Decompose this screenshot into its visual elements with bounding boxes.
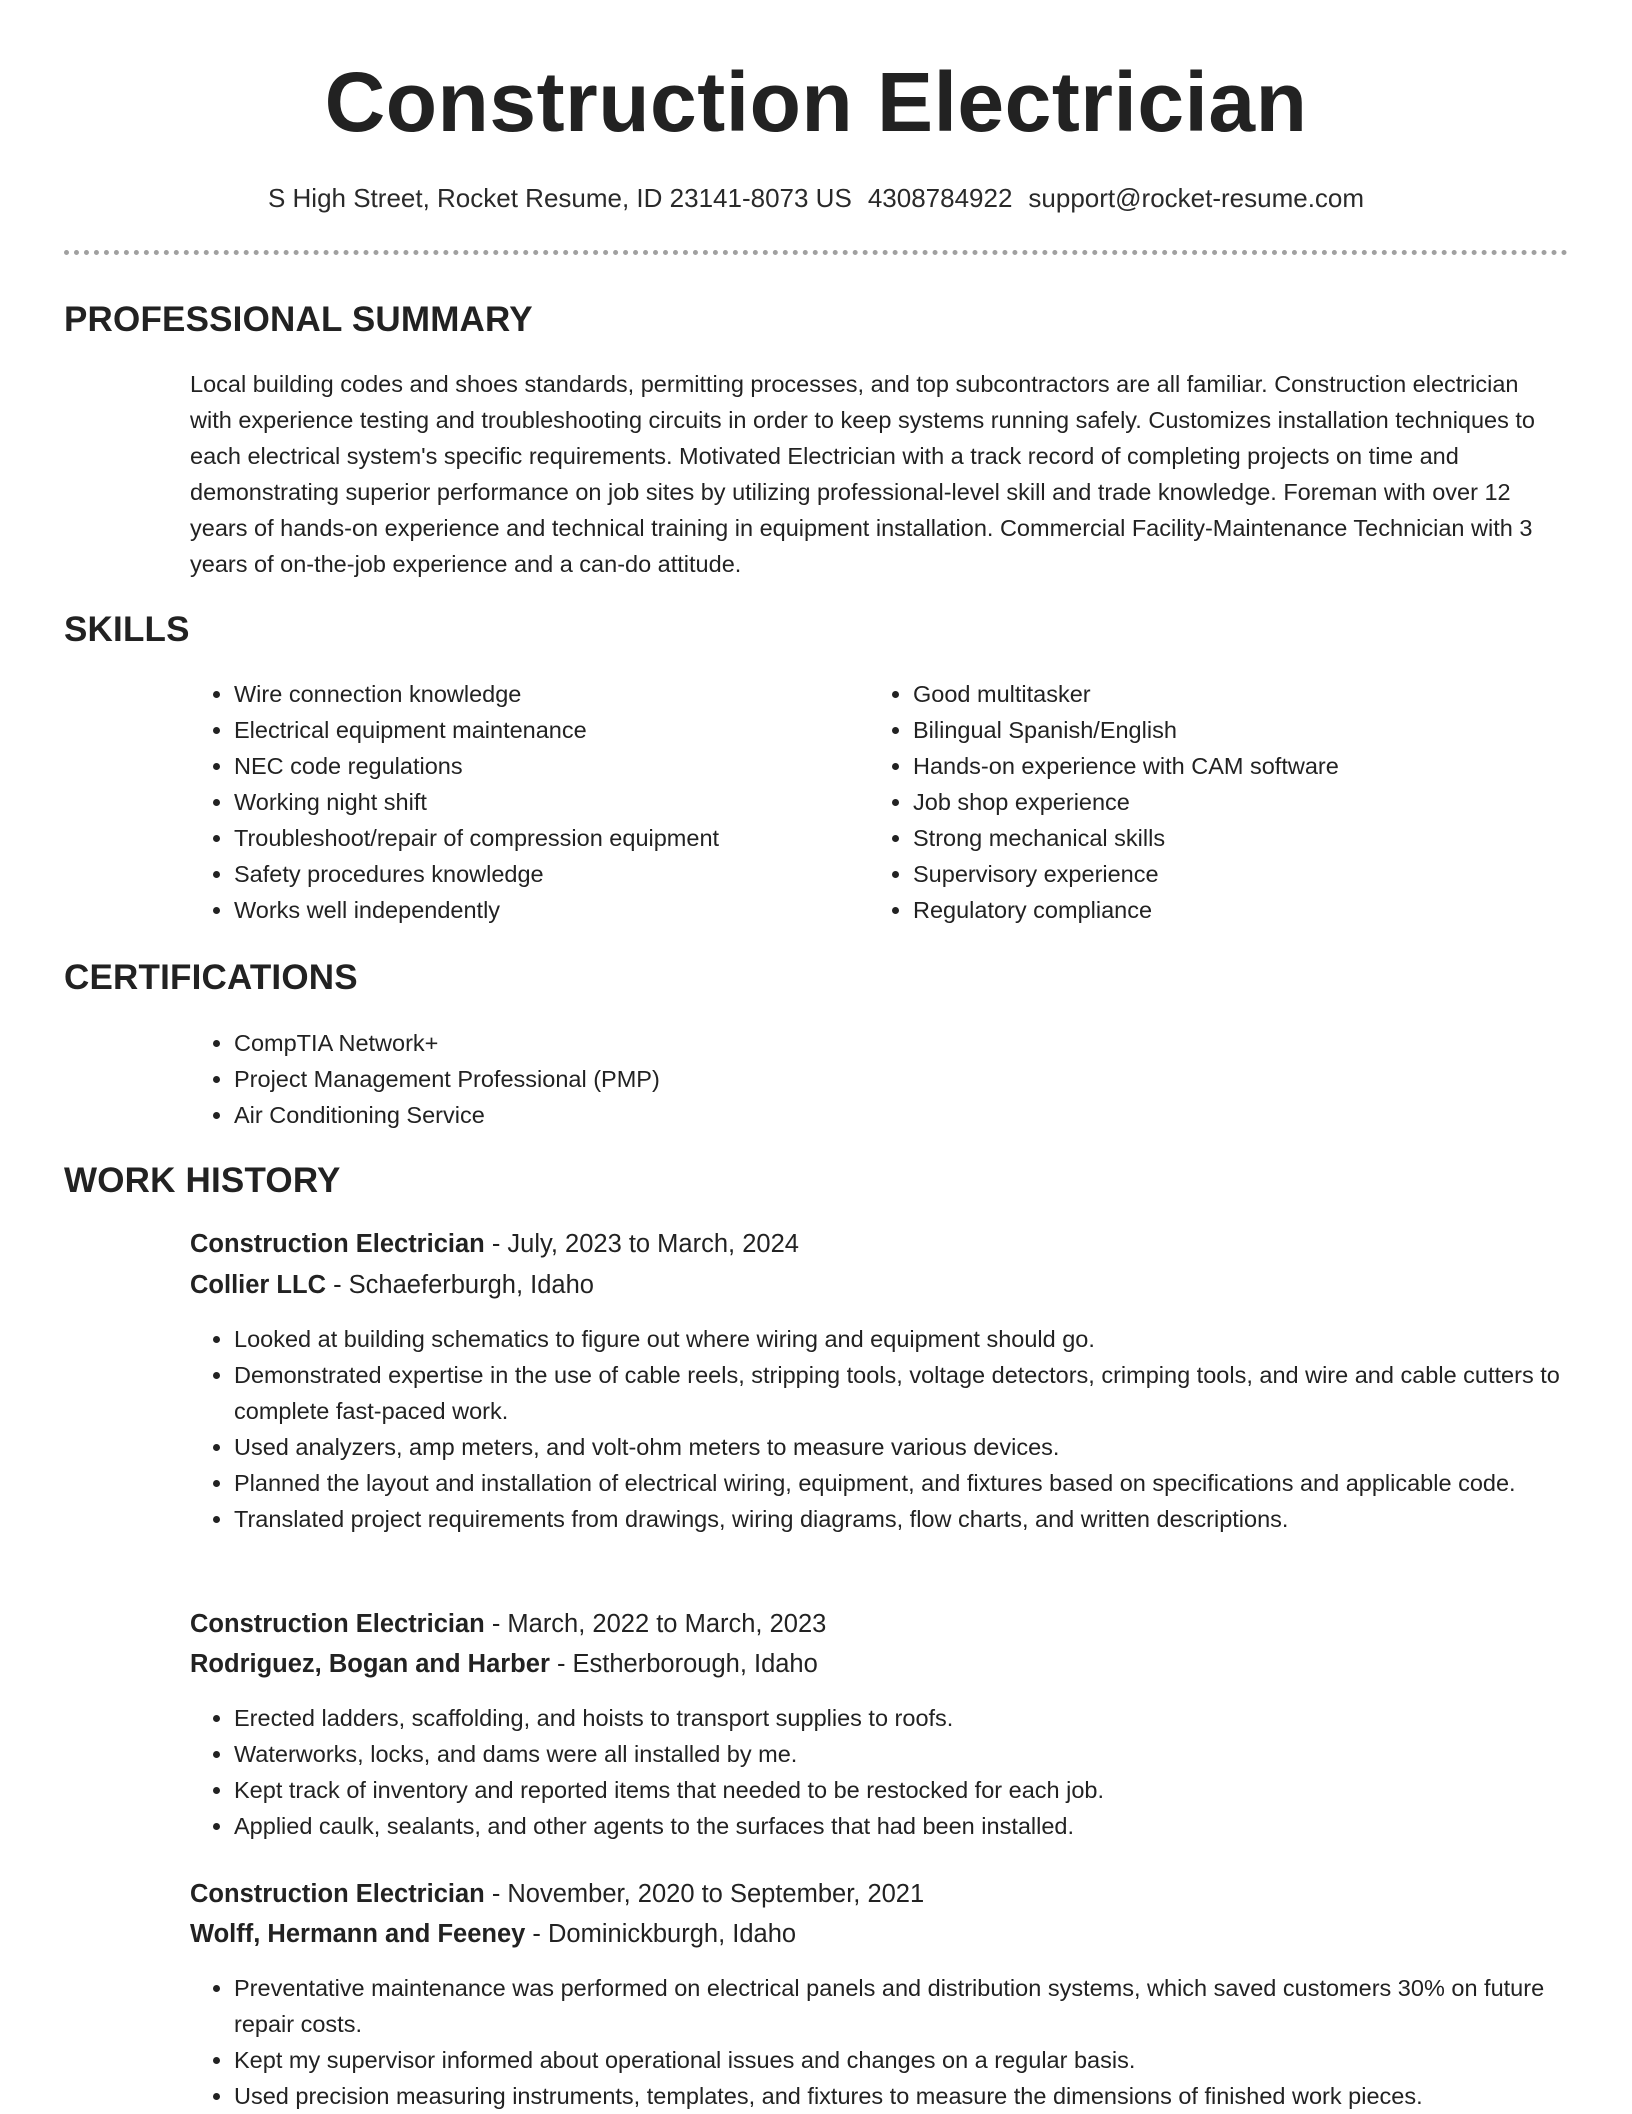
list-item: • Kept track of inventory and reported items that needed to be restocked for each job. xyxy=(234,1772,1609,1808)
job-bullets xyxy=(190,1700,1609,1844)
skills-list-right xyxy=(869,676,1573,928)
list-item: • Supervisory experience xyxy=(913,856,1573,892)
skills-list-left xyxy=(190,676,854,928)
list-item: • Project Management Professional (PMP) xyxy=(234,1061,1534,1097)
job-role: Construction Electrician xyxy=(190,1610,485,1638)
list-item: • Applied caulk, sealants, and other agents to the surfaces that had been installed. xyxy=(234,1808,1609,1844)
job-title-line xyxy=(190,1874,924,1914)
job-dates: - March, 2022 to March, 2023 xyxy=(484,1610,827,1638)
list-item: • Working night shift xyxy=(234,784,854,820)
work-history-heading: WORK HISTORY xyxy=(64,1161,341,1200)
list-item: • Wire connection knowledge xyxy=(234,676,854,712)
list-item: • Erected ladders, scaffolding, and hoists to transport supplies to roofs. xyxy=(234,1700,1609,1736)
list-item: • Translated project requirements from drawings, wiring diagrams, flow charts, and written descriptions. xyxy=(234,1501,1609,1537)
job-company-line xyxy=(190,1265,594,1305)
job-title-line xyxy=(190,1224,799,1264)
list-item: • Bilingual Spanish/English xyxy=(913,712,1573,748)
job-location: - Schaeferburgh, Idaho xyxy=(326,1271,594,1299)
summary-text: Local building codes and shoes standards, permitting processes, and top subcontractors are all familiar. Construction electrician with experience testing and troubleshooting circuits in order to keep systems running safely. Customizes installation techniques to each electrical system's specific requirements. Motivated Electrician with a track record of completing projects on time and demonstrating superior performance on job sites by utilizing professional-level skill and trade knowledge. Foreman with over 12 years of hands-on experience and technical training in equipment installation. Commercial Facility-Maintenance Technician with 3 years of on-the-job experience and a can-do attitude. xyxy=(190,371,1535,577)
job-company: Collier LLC xyxy=(190,1271,327,1299)
list-item: • Good multitasker xyxy=(913,676,1573,712)
list-item: • Kept my supervisor informed about operational issues and changes on a regular basis. xyxy=(234,2042,1609,2078)
list-item: • Hands-on experience with CAM software xyxy=(913,748,1573,784)
job-company-line xyxy=(190,1914,796,1954)
list-item: • Strong mechanical skills xyxy=(913,820,1573,856)
contact-line xyxy=(0,180,1632,216)
list-item: • Demonstrated expertise in the use of cable reels, stripping tools, voltage detectors, crimping tools, and wire and cable cutters to complete fast-paced work. xyxy=(234,1357,1609,1429)
job-location: - Dominickburgh, Idaho xyxy=(525,1920,797,1948)
certifications-list xyxy=(190,1025,1534,1133)
list-item: • NEC code regulations xyxy=(234,748,854,784)
header-divider xyxy=(64,250,1568,255)
list-item: • Safety procedures knowledge xyxy=(234,856,854,892)
list-item: • Works well independently xyxy=(234,892,854,928)
list-item: • Job shop experience xyxy=(913,784,1573,820)
job-company: Wolff, Hermann and Feeney xyxy=(190,1920,526,1948)
job-dates: - November, 2020 to September, 2021 xyxy=(484,1880,925,1908)
list-item: • Regulatory compliance xyxy=(913,892,1573,928)
skills-heading: SKILLS xyxy=(64,610,190,649)
list-item: • CompTIA Network+ xyxy=(234,1025,1534,1061)
contact-email: support@rocket-resume.com xyxy=(1028,183,1365,213)
contact-phone: 4308784922 xyxy=(867,183,1013,213)
list-item: • Looked at building schematics to figure out where wiring and equipment should go. xyxy=(234,1321,1609,1357)
job-company: Rodriguez, Bogan and Harber xyxy=(190,1650,550,1678)
list-item: • Used analyzers, amp meters, and volt-ohm meters to measure various devices. xyxy=(234,1429,1609,1465)
job-dates: - July, 2023 to March, 2024 xyxy=(484,1230,799,1258)
list-item: • Used precision measuring instruments, templates, and fixtures to measure the dimensions of finished work pieces. xyxy=(234,2078,1609,2114)
job-title-line xyxy=(190,1604,826,1644)
job-location: - Estherborough, Idaho xyxy=(549,1650,818,1678)
job-bullets xyxy=(190,1321,1609,1537)
summary-heading: PROFESSIONAL SUMMARY xyxy=(64,300,533,339)
list-item: • Electrical equipment maintenance xyxy=(234,712,854,748)
list-item: • Planned the layout and installation of electrical wiring, equipment, and fixtures based on specifications and applicable code. xyxy=(234,1465,1609,1501)
certifications-heading: CERTIFICATIONS xyxy=(64,958,358,997)
list-item: • Air Conditioning Service xyxy=(234,1097,1534,1133)
job-company-line xyxy=(190,1644,818,1684)
list-item: • Troubleshoot/repair of compression equipment xyxy=(234,820,854,856)
resume-name: Construction Electrician xyxy=(324,55,1308,149)
list-item: • Preventative maintenance was performed on electrical panels and distribution systems, which saved customers 30% on future repair costs. xyxy=(234,1970,1609,2042)
contact-address: S High Street, Rocket Resume, ID 23141-8073 US xyxy=(267,183,852,213)
job-role: Construction Electrician xyxy=(190,1880,485,1908)
job-role: Construction Electrician xyxy=(190,1230,485,1258)
list-item: • Waterworks, locks, and dams were all installed by me. xyxy=(234,1736,1609,1772)
job-bullets xyxy=(190,1970,1609,2114)
